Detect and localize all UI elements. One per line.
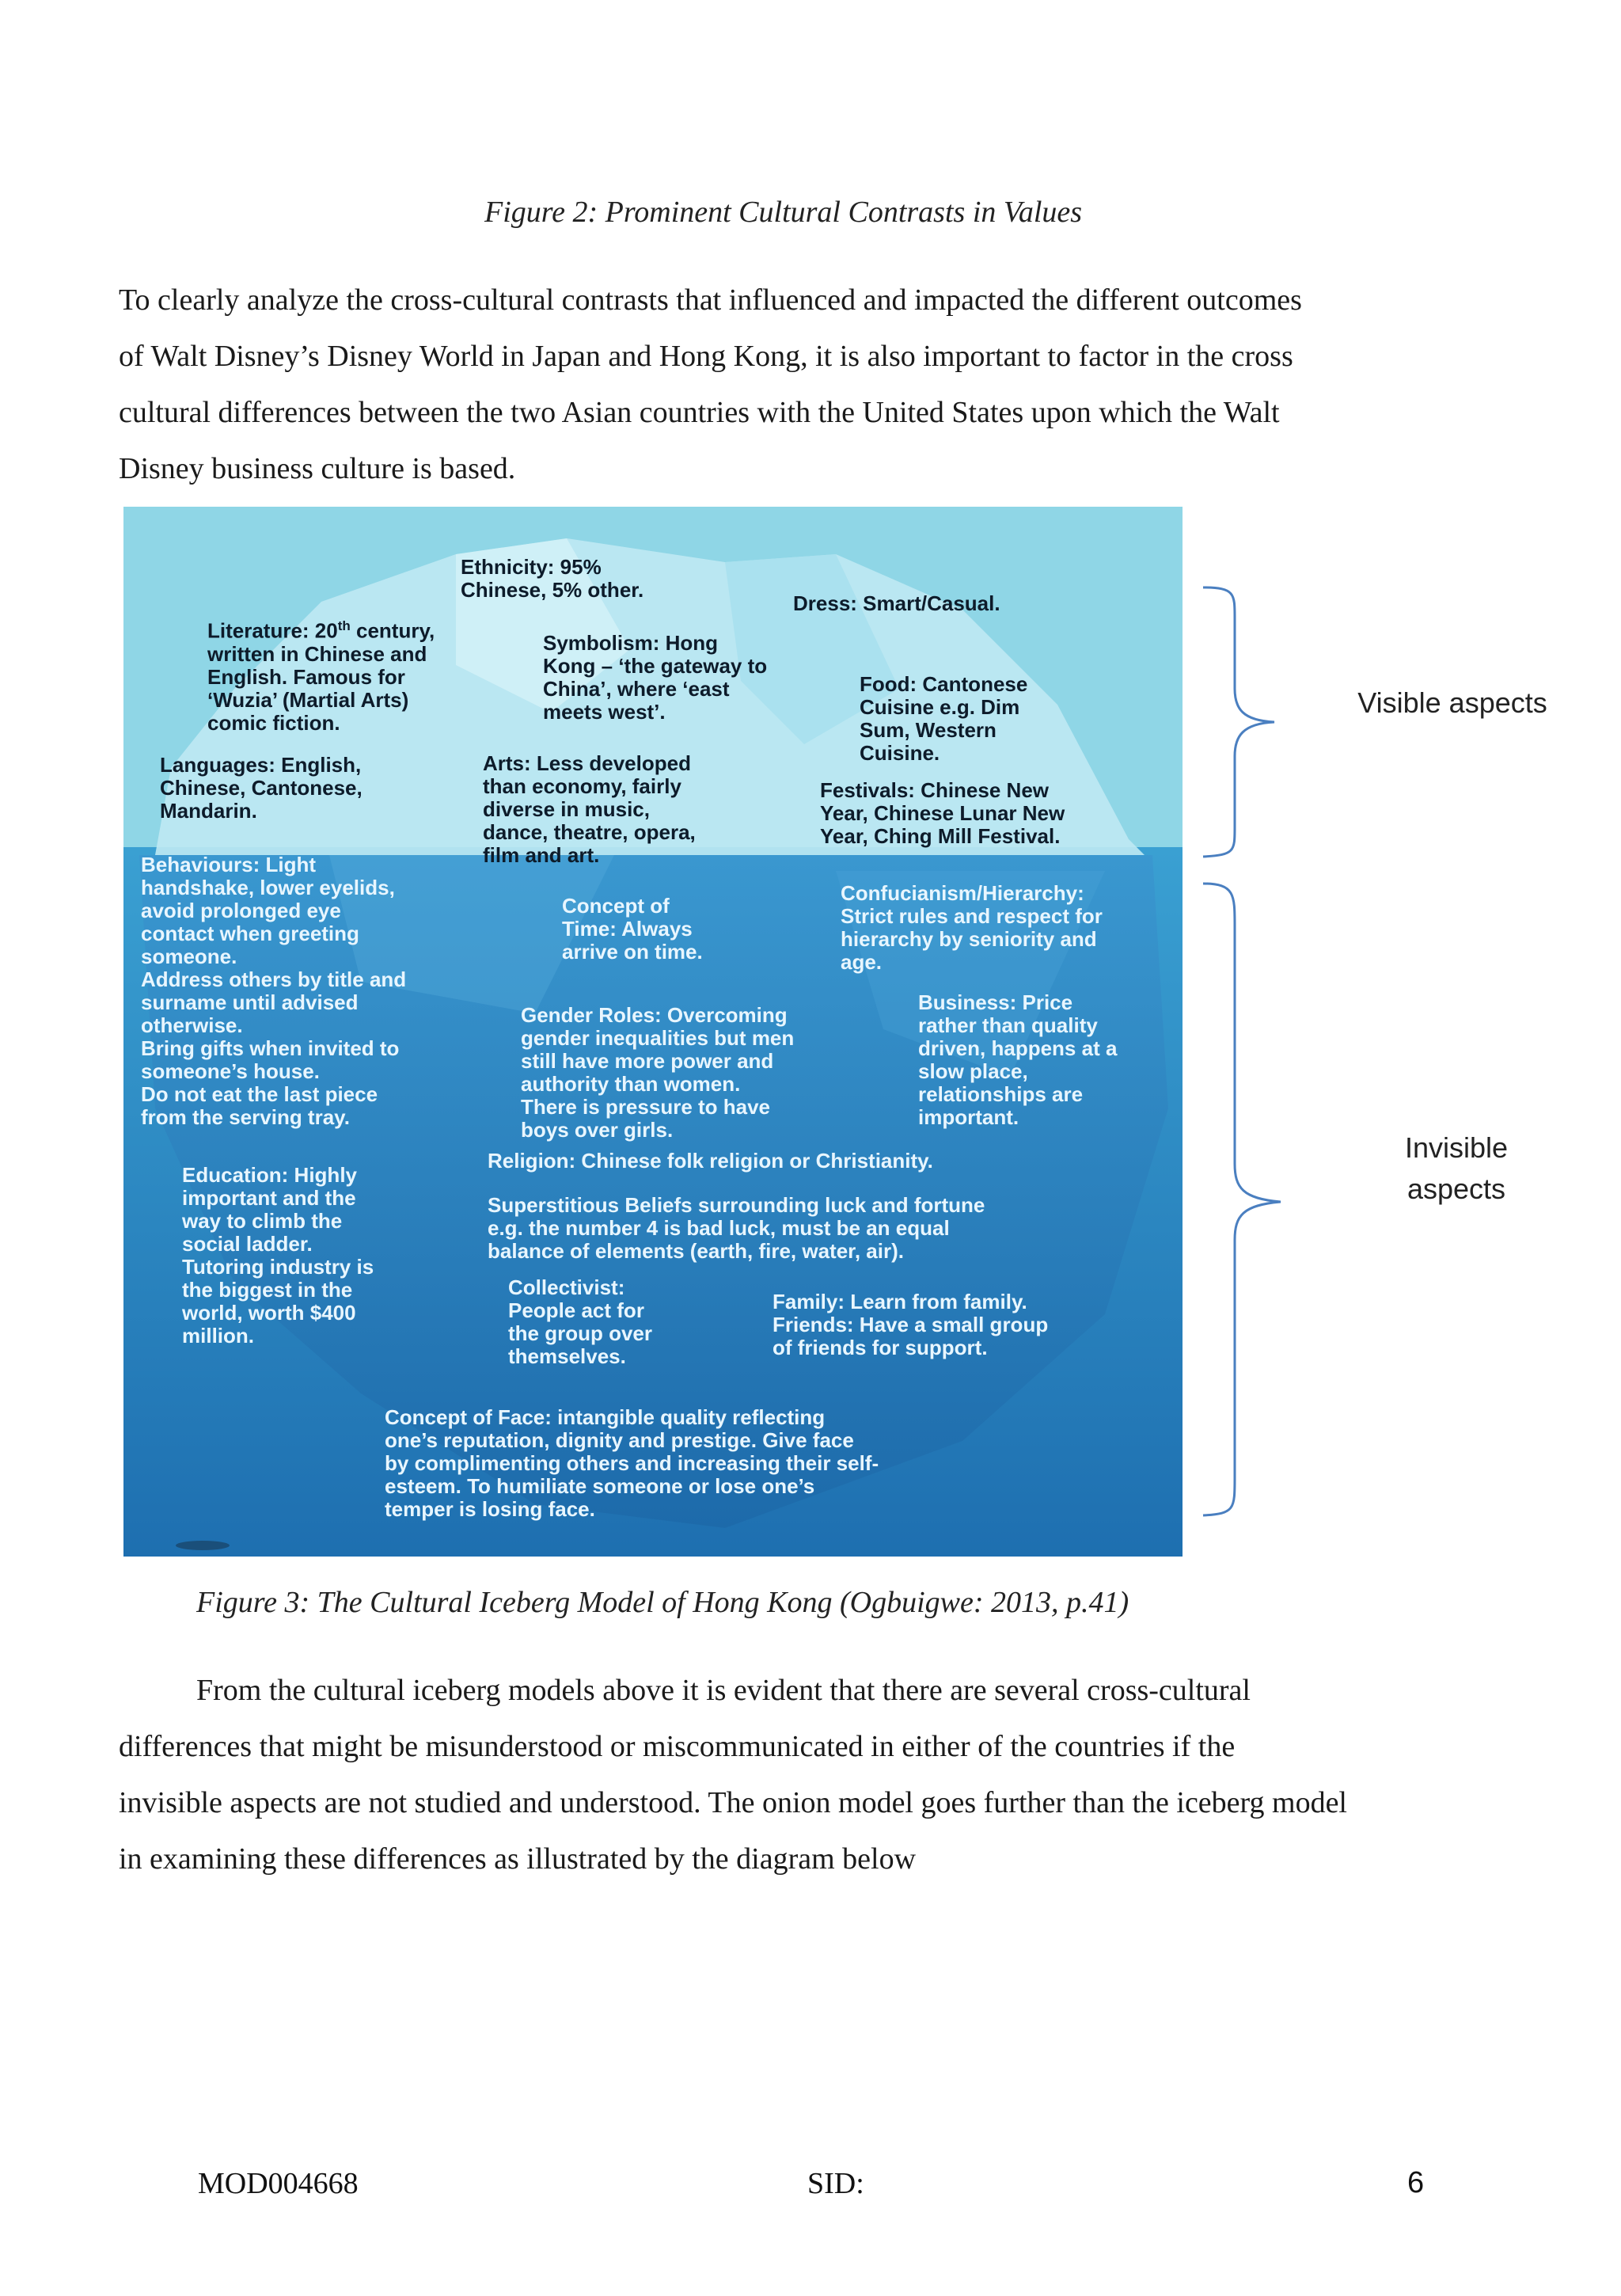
iceberg-text-confucianism <box>841 882 1103 974</box>
iceberg-text-line: ‘Wuzia’ (Martial Arts) <box>207 687 409 712</box>
iceberg-text-line: Bring gifts when invited to <box>141 1036 400 1060</box>
iceberg-text-line: still have more power and <box>521 1049 774 1073</box>
iceberg-text-line: Languages: English, <box>160 753 362 777</box>
iceberg-text-line: Concept of <box>562 894 670 918</box>
iceberg-text-line: Dress: Smart/Casual. <box>793 591 1000 615</box>
paragraph-line: To clearly analyze the cross-cultural contrasts that influenced and impacted the different outcomes <box>119 283 1302 317</box>
iceberg-text-line: age. <box>841 950 883 974</box>
footer-sid: SID: <box>807 2167 864 2200</box>
iceberg-text-line: by complimenting others and increasing their self- <box>385 1451 879 1475</box>
iceberg-text-line: gender inequalities but men <box>521 1026 795 1050</box>
visible-aspects-label: Visible aspects <box>1357 686 1547 719</box>
iceberg-text-ethnicity <box>461 556 643 602</box>
iceberg-text-line: Do not eat the last piece <box>141 1082 378 1106</box>
figure-3-caption: Figure 3: The Cultural Iceberg Model of Hong Kong (Ogbuigwe: 2013, p.41) <box>196 1586 1129 1619</box>
aspect-brackets <box>1171 554 1346 1536</box>
iceberg-text-line: Food: Cantonese <box>860 672 1028 696</box>
fish-icon <box>176 1541 230 1550</box>
paragraph-line: Disney business culture is based. <box>119 452 516 485</box>
iceberg-text-line: Sum, Western <box>860 718 997 742</box>
iceberg-text-line: Ethnicity: 95% <box>461 555 602 579</box>
iceberg-text-line: esteem. To humiliate someone or lose one’s <box>385 1474 815 1498</box>
iceberg-text-line: Superstitious Beliefs surrounding luck and fortune <box>488 1193 985 1217</box>
iceberg-text-line: English. Famous for <box>207 664 405 689</box>
paragraph-line: From the cultural iceberg models above it is evident that there are several cross-cultural <box>196 1674 1251 1707</box>
iceberg-text-line: Confucianism/Hierarchy: <box>841 881 1084 905</box>
iceberg-text-line: Education: Highly <box>182 1163 357 1187</box>
iceberg-text-arts <box>483 752 696 867</box>
iceberg-text-collectivist <box>508 1276 652 1368</box>
iceberg-text-face <box>385 1406 879 1521</box>
invisible-aspects-bracket <box>1203 884 1281 1515</box>
iceberg-figure <box>123 507 1183 1557</box>
iceberg-text-line: relationships are <box>918 1082 1084 1106</box>
iceberg-text-line: someone’s house. <box>141 1059 320 1083</box>
iceberg-text-line: balance of elements (earth, fire, water, air). <box>488 1239 904 1263</box>
iceberg-text-line: Year, Chinese Lunar New <box>820 801 1065 825</box>
iceberg-text-line: themselves. <box>508 1344 626 1368</box>
iceberg-text-line: hierarchy by seniority and <box>841 927 1097 951</box>
paragraph-2 <box>119 1663 1433 1887</box>
iceberg-text-religion <box>488 1150 933 1173</box>
iceberg-text-line: Mandarin. <box>160 799 257 823</box>
iceberg-text-line: world, worth $400 <box>182 1301 356 1325</box>
iceberg-text-line: Chinese, Cantonese, <box>160 776 363 800</box>
iceberg-text-line: authority than women. <box>521 1072 741 1096</box>
iceberg-text-line: Strict rules and respect for <box>841 904 1103 928</box>
iceberg-text-line: than economy, fairly <box>483 774 681 798</box>
iceberg-text-line: Gender Roles: Overcoming <box>521 1003 788 1027</box>
paragraph-line: of Walt Disney’s Disney World in Japan and Hong Kong, it is also important to factor in the cross <box>119 340 1293 373</box>
iceberg-text-line: avoid prolonged eye <box>141 899 341 922</box>
iceberg-text-line: dance, theatre, opera, <box>483 820 696 844</box>
paragraph-line: cultural differences between the two Asian countries with the United States upon which the Walt <box>119 396 1280 429</box>
iceberg-text-line: Time: Always <box>562 917 693 941</box>
iceberg-text-line: driven, happens at a <box>918 1036 1118 1060</box>
iceberg-text-line: diverse in music, <box>483 797 650 821</box>
iceberg-text-line: important and the <box>182 1186 356 1210</box>
iceberg-text-line: important. <box>918 1105 1019 1129</box>
iceberg-text-line: the biggest in the <box>182 1278 353 1302</box>
iceberg-text-line: Symbolism: Hong <box>543 631 719 655</box>
iceberg-text-line: written in Chinese and <box>207 641 427 666</box>
iceberg-text-languages <box>160 754 363 823</box>
iceberg-text-business <box>918 991 1117 1129</box>
iceberg-text-line: Family: Learn from family. <box>773 1290 1027 1313</box>
iceberg-text-line: rather than quality <box>918 1013 1098 1037</box>
iceberg-text-dress <box>793 592 1000 615</box>
iceberg-text-family <box>773 1291 1048 1359</box>
iceberg-text-line: contact when greeting <box>141 922 359 945</box>
iceberg-text-line: Business: Price <box>918 990 1073 1014</box>
iceberg-text-gender <box>521 1004 794 1142</box>
invisible-aspects-label-line: Invisible <box>1404 1131 1509 1164</box>
paragraph-1 <box>119 272 1417 497</box>
iceberg-text-symbolism <box>543 632 767 724</box>
paragraph-line: differences that might be misunderstood or miscommunicated in either of the countries if the <box>119 1730 1236 1763</box>
iceberg-text-line: film and art. <box>483 843 600 867</box>
iceberg-text-line: China’, where ‘east <box>543 677 730 701</box>
iceberg-text-line: Cuisine e.g. Dim <box>860 695 1020 719</box>
iceberg-text-line: There is pressure to have <box>521 1095 771 1119</box>
iceberg-text-line: million. <box>182 1324 254 1348</box>
iceberg-text-line: comic fiction. <box>207 710 340 735</box>
iceberg-text-line: Friends: Have a small group <box>773 1313 1049 1336</box>
iceberg-text-line: People act for <box>508 1298 644 1322</box>
iceberg-text-line: Tutoring industry is <box>182 1255 374 1279</box>
iceberg-text-line: Cuisine. <box>860 741 940 765</box>
iceberg-text-line: from the serving tray. <box>141 1105 350 1129</box>
iceberg-text-line: Concept of Face: intangible quality reflecting <box>385 1405 826 1429</box>
iceberg-text-line: surname until advised <box>141 990 359 1014</box>
iceberg-text-line: one’s reputation, dignity and prestige. Give face <box>385 1428 854 1452</box>
figure-2-caption: Figure 2: Prominent Cultural Contrasts in Values <box>484 196 1083 229</box>
iceberg-text-line: Arts: Less developed <box>483 751 691 775</box>
iceberg-text-line: Literature: 20th century, <box>207 618 435 643</box>
iceberg-text-line: of friends for support. <box>773 1336 988 1359</box>
footer-page-number: 6 <box>1407 2166 1425 2199</box>
iceberg-text-time <box>562 895 703 964</box>
iceberg-text-festivals <box>820 779 1065 848</box>
paragraph-line: invisible aspects are not studied and understood. The onion model goes further than the iceberg model <box>119 1786 1347 1819</box>
iceberg-text-behaviours <box>141 853 406 1129</box>
iceberg-text-superstitious <box>488 1194 985 1263</box>
iceberg-text-line: boys over girls. <box>521 1118 674 1142</box>
iceberg-text-line: meets west’. <box>543 700 666 724</box>
iceberg-text-line: Year, Ching Mill Festival. <box>820 824 1061 848</box>
iceberg-text-line: Address others by title and <box>141 967 407 991</box>
iceberg-text-line: way to climb the <box>182 1209 343 1233</box>
iceberg-text-line: temper is losing face. <box>385 1497 595 1521</box>
iceberg-text-line: Behaviours: Light <box>141 853 317 876</box>
invisible-aspects-label-line: aspects <box>1407 1173 1506 1205</box>
iceberg-text-line: Kong – ‘the gateway to <box>543 654 768 678</box>
invisible-aspects-label <box>1377 1127 1536 1210</box>
iceberg-text-line: Festivals: Chinese New <box>820 778 1049 802</box>
iceberg-text-line: Chinese, 5% other. <box>461 578 644 602</box>
footer-module-code: MOD004668 <box>198 2167 359 2200</box>
iceberg-text-line: someone. <box>141 945 237 968</box>
iceberg-text-line: handshake, lower eyelids, <box>141 876 395 899</box>
iceberg-text-food <box>860 673 1027 765</box>
iceberg-text-line: arrive on time. <box>562 940 703 964</box>
iceberg-text-line: slow place, <box>918 1059 1028 1083</box>
iceberg-text-line: Collectivist: <box>508 1275 625 1299</box>
iceberg-text-line: e.g. the number 4 is bad luck, must be an equal <box>488 1216 950 1240</box>
iceberg-text-line: social ladder. <box>182 1232 313 1256</box>
iceberg-text-line: Religion: Chinese folk religion or Christianity. <box>488 1149 933 1173</box>
iceberg-text-education <box>182 1164 374 1348</box>
visible-aspects-bracket <box>1203 587 1274 857</box>
paragraph-line: in examining these differences as illustrated by the diagram below <box>119 1842 917 1876</box>
iceberg-text-line: the group over <box>508 1321 653 1345</box>
iceberg-text-line: otherwise. <box>141 1013 243 1037</box>
iceberg-text-literature <box>207 614 435 735</box>
